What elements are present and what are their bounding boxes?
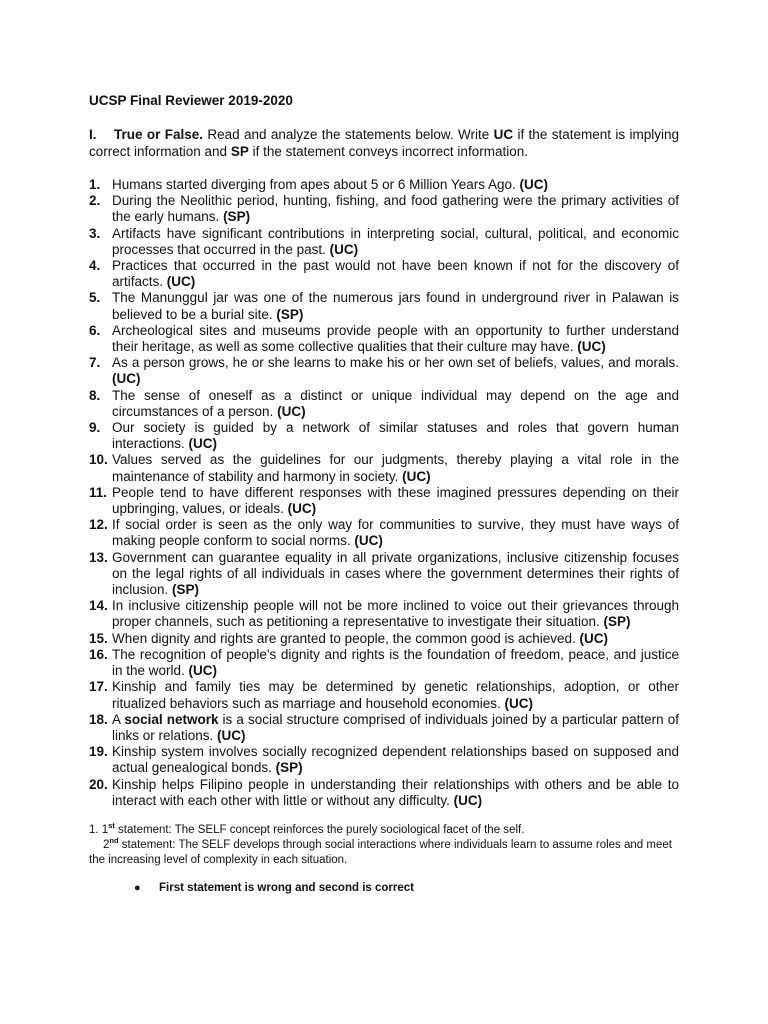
item-text: As a person grows, he or she learns to make his or her own set of beliefs, values, and morals.	[112, 355, 679, 371]
item-answer: (SP)	[275, 760, 303, 776]
item-answer: (UC)	[519, 177, 548, 192]
item-text: The recognition of people's dignity and rights is the foundation of freedom, peace, and justice in the world.	[112, 646, 679, 679]
list-item	[89, 517, 679, 549]
list-item	[89, 485, 679, 517]
item-number: 5.	[89, 290, 101, 306]
item-text: Our society is guided by a network of similar statuses and roles that govern human interactions.	[112, 420, 679, 452]
list-item	[89, 631, 679, 647]
item-answer: (SP)	[603, 614, 631, 630]
list-item	[89, 679, 679, 711]
statement-1	[89, 823, 679, 838]
item-number: 4.	[89, 258, 101, 274]
question-2	[89, 823, 679, 868]
list-item	[89, 177, 679, 193]
item-text: Values served as the guidelines for our judgments, thereby playing a vital role in the maintenance of stability and harmony in society.	[112, 452, 679, 484]
item-number: 8.	[89, 387, 101, 403]
uc-code: UC	[493, 127, 514, 142]
item-text: Kinship and family ties may be determined by genetic relationships, adoption, or other ritualized behaviors such as marriage and household economies.	[112, 679, 679, 711]
section-numeral: I.	[89, 127, 97, 142]
list-item	[89, 226, 679, 258]
item-number: 12.	[89, 517, 108, 533]
statement-list	[89, 177, 679, 809]
item-text: Artifacts have significant contributions in interpreting social, cultural, political, and economic processes that occurred in the past.	[112, 225, 679, 257]
item-number: 6.	[89, 322, 101, 338]
item-answer: (UC)	[188, 436, 218, 452]
q2-sup-nd: nd	[109, 836, 119, 846]
answer-bullet	[89, 882, 679, 894]
item-answer: (UC)	[453, 792, 483, 808]
item-text: If social order is seen as the only way for communities to survive, they must have ways of making people conform to social norms.	[112, 517, 679, 549]
instructions-text-b: if the statement is implying correct information and	[89, 127, 679, 159]
item-number: 1.	[89, 177, 101, 192]
list-item	[89, 452, 679, 484]
item-number: 3.	[89, 225, 101, 241]
document-title: UCSP Final Reviewer 2019-2020	[89, 93, 293, 108]
item-answer: (UC)	[577, 339, 606, 355]
item-text: Kinship system involves socially recognized dependent relationships based on supposed and actual genealogical bonds.	[112, 744, 679, 776]
item-number: 2.	[89, 193, 101, 209]
item-answer: (UC)	[329, 241, 359, 257]
list-item	[89, 323, 679, 355]
item-answer: (UC)	[188, 663, 218, 679]
item-number: 18.	[89, 711, 108, 727]
list-item	[89, 712, 679, 744]
item-number: 20.	[89, 776, 108, 792]
item-text: The sense of oneself as a distinct or unique individual may depend on the age and circumstances of a person.	[112, 387, 679, 419]
item-answer: (UC)	[217, 727, 246, 743]
item-number: 13.	[89, 549, 108, 565]
item-text: In inclusive citizenship people will not be more inclined to voice out their grievances through proper channels, such as petitioning a representative to investigate their situation.	[112, 598, 679, 630]
item-text: is a social structure comprised of individuals joined by a particular pattern of links or relations.	[112, 711, 679, 743]
list-item	[89, 777, 679, 809]
list-item	[89, 290, 679, 322]
instructions-text-c: if the statement conveys incorrect information.	[248, 143, 528, 159]
item-answer: (UC)	[354, 533, 383, 549]
q2-num-2: 2	[103, 838, 110, 851]
item-term: social network	[124, 711, 219, 727]
item-answer: (UC)	[402, 468, 431, 484]
item-number: 7.	[89, 355, 101, 371]
document-page	[89, 93, 679, 894]
instructions-text-a: Read and analyze the statements below. Write	[203, 127, 494, 142]
item-answer: (UC)	[166, 274, 196, 290]
item-answer: (SP)	[172, 582, 200, 598]
item-text: The Manunggul jar was one of the numerous jars found in underground river in Palawan is believed to be a burial site.	[112, 290, 679, 322]
item-answer: (UC)	[112, 371, 141, 387]
list-item	[89, 420, 679, 452]
list-item	[89, 388, 679, 420]
item-text: People tend to have different responses with these imagined pressures depending on their upbringing, values, or ideals.	[112, 484, 679, 517]
item-text: Archeological sites and museums provide people with an opportunity to further understand their heritage, as well as some collective qualities that their culture may have.	[112, 322, 679, 355]
item-answer: (UC)	[277, 403, 306, 419]
statement-2	[89, 838, 679, 868]
q2-sup-st: st	[108, 821, 115, 831]
list-item	[89, 355, 679, 387]
item-text: Practices that occurred in the past would not have been known if not for the discovery of artifacts.	[112, 258, 679, 290]
item-text-prefix: A	[112, 711, 125, 727]
sp-code: SP	[230, 143, 249, 159]
item-number: 11.	[89, 484, 108, 500]
q2-statement-1-text: statement: The SELF concept reinforces the purely sociological facet of the self.	[114, 823, 525, 836]
item-answer: (UC)	[504, 695, 533, 711]
list-item	[89, 647, 679, 679]
item-answer: (SP)	[276, 306, 304, 322]
answer-text: First statement is wrong and second is correct	[159, 881, 414, 894]
item-number: 19.	[89, 744, 108, 760]
q2-prefix: 1. 1	[89, 823, 109, 836]
item-number: 16.	[89, 646, 108, 662]
item-answer: (SP)	[223, 209, 251, 225]
list-item	[89, 258, 679, 290]
item-number: 17.	[89, 679, 108, 695]
item-text: Kinship helps Filipino people in understanding their relationships with others and be able to interact with each other with little or without any difficulty.	[112, 776, 679, 808]
item-number: 14.	[89, 598, 108, 614]
item-answer: (UC)	[579, 630, 609, 646]
item-number: 15.	[89, 630, 108, 646]
item-answer: (UC)	[287, 501, 317, 517]
q2-statement-2-text: statement: The SELF develops through social interactions where individuals learn to assume roles and meet the increasing level of complexity in each situation.	[89, 838, 672, 866]
list-item	[89, 598, 679, 630]
bullet-icon: ●	[134, 881, 141, 894]
list-item	[89, 193, 679, 225]
list-item	[89, 550, 679, 599]
section-heading: True or False.	[113, 127, 203, 142]
item-number: 9.	[89, 420, 101, 436]
list-item	[89, 744, 679, 776]
item-text: Humans started diverging from apes about 5 or 6 Million Years Ago.	[112, 177, 520, 192]
item-text: When dignity and rights are granted to people, the common good is achieved.	[112, 630, 580, 646]
item-number: 10.	[89, 452, 108, 468]
item-text: Government can guarantee equality in all private organizations, inclusive citizenship focuses on the legal rights of all individuals in cases where the government determines their rights of inclusion.	[112, 549, 679, 598]
section-instructions	[89, 127, 679, 160]
item-text: During the Neolithic period, hunting, fishing, and food gathering were the primary activities of the early humans.	[112, 193, 679, 225]
